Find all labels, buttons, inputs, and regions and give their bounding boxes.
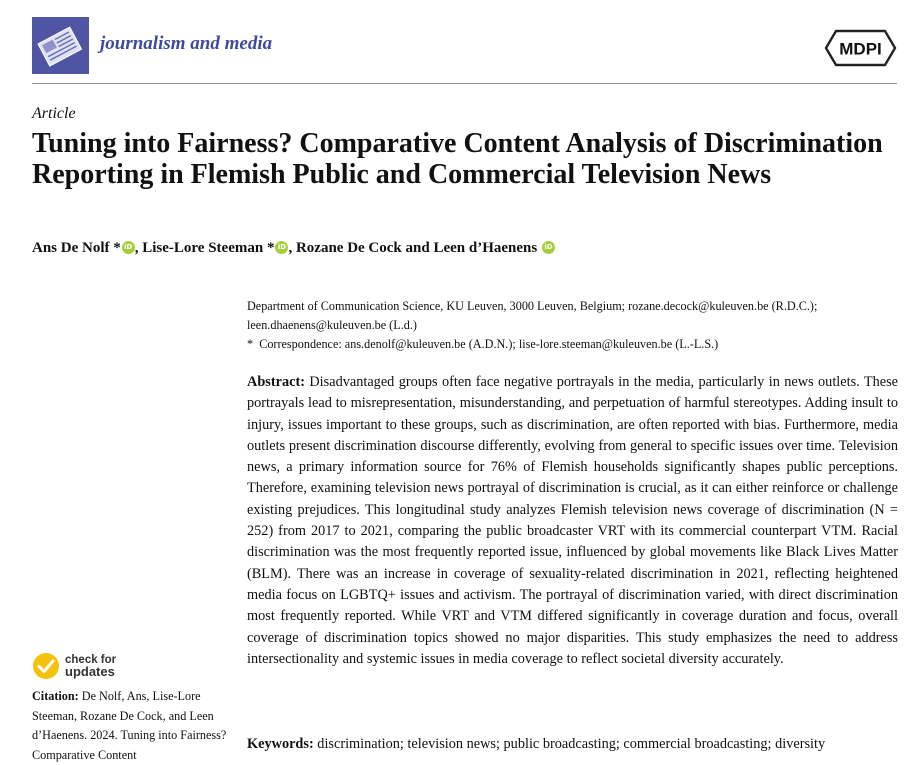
correspondence-marker: * xyxy=(247,337,254,351)
citation-text: De Nolf, Ans, Lise-Lore Steeman, Rozane De Cock, and Leen d’Haenens. 2024. Tuning into Fairness? Comparative Content xyxy=(32,689,227,762)
author-name: Lise-Lore Steeman xyxy=(142,240,264,256)
corresponding-marker: * xyxy=(266,240,275,256)
journal-name[interactable]: journalism and media xyxy=(100,33,273,54)
correspondence-line xyxy=(247,335,902,354)
author-separator: and xyxy=(401,240,434,256)
abstract-text: Disadvantaged groups often face negative portrayals in the media, particularly in news outlets. These portrayals lead to misrepresentation, misunderstanding, and perpetuation of harmful stereotypes. Adding insult to injury, issues important to these groups, such as discrimination, are often reported with bias. Furthermore, media outlets present discrimination discourse differently, evolving from general to specific issues over time. Television news, a primary information source for 76% of Flemish households significantly shapes public perceptions. Therefore, examining television news portrayal of discrimination is crucial, as it can either reinforce or challenge existing prejudices. This longitudinal study analyzes Flemish television news coverage of discrimination (N = 252) from 2017 to 2021, comparing the public broadcaster VRT with its commercial counterpart VTM. Racial discrimination was the most frequently reported issue, influenced by global movements like Black Lives Matter (BLM). There was an increase in coverage of sexuality-related discrimination in 2021, reflecting heightened media focus on LGBTQ+ issues and activism. The portrayal of discrimination varied, with direct discrimination most frequently reported. While VRT and VTM differed significantly in coverage duration and focus, overall coverage of discrimination topics showed no major disparities. This study emphasizes the need to address intersectionality and systemic issues in media coverage to reflect societal diversity accurately. xyxy=(247,374,898,667)
mdpi-logo-icon[interactable] xyxy=(822,26,899,70)
check-updates-line: check for xyxy=(65,654,117,666)
author-list xyxy=(32,240,555,257)
author-separator: , xyxy=(134,240,143,256)
affiliations xyxy=(247,297,902,354)
affiliation-line: Department of Communication Science, KU Leuven, 3000 Leuven, Belgium; rozane.decock@kuleuven.be (R.D.C.); xyxy=(247,299,818,313)
article-type: Article xyxy=(32,105,76,122)
header-divider xyxy=(32,83,897,84)
orcid-icon[interactable]: iD xyxy=(542,241,555,254)
orcid-icon[interactable]: iD xyxy=(275,241,288,254)
check-updates-icon xyxy=(32,652,60,680)
check-updates-label xyxy=(65,654,116,678)
author-name: Leen d’Haenens xyxy=(433,240,538,256)
abstract-label: Abstract: xyxy=(247,374,305,390)
keywords xyxy=(247,736,907,753)
author-separator: , xyxy=(288,240,296,256)
article-title: Tuning into Fairness? Comparative Content Analysis of Discrimination Reporting in Flemish Public and Commercial Television News xyxy=(32,128,883,190)
abstract xyxy=(247,372,898,670)
journal-logo-icon xyxy=(32,17,89,74)
check-updates-line: updates xyxy=(65,664,115,679)
check-for-updates-button[interactable] xyxy=(32,651,192,683)
publisher-name: MDPI xyxy=(839,39,882,59)
correspondence-text: Correspondence: ans.denolf@kuleuven.be (A.D.N.); lise-lore.steeman@kuleuven.be (L.-L.S.) xyxy=(259,337,719,351)
author-name: Ans De Nolf xyxy=(32,240,110,256)
citation-label: Citation: xyxy=(32,689,79,703)
keywords-label: Keywords: xyxy=(247,736,314,752)
corresponding-marker: * xyxy=(113,240,121,256)
keywords-text: discrimination; television news; public broadcasting; commercial broadcasting; diversity xyxy=(317,736,826,752)
affiliation-line: leen.dhaenens@kuleuven.be (L.d.) xyxy=(247,318,417,332)
citation xyxy=(32,687,227,765)
author-name: Rozane De Cock xyxy=(295,240,402,256)
orcid-icon[interactable]: iD xyxy=(122,241,135,254)
